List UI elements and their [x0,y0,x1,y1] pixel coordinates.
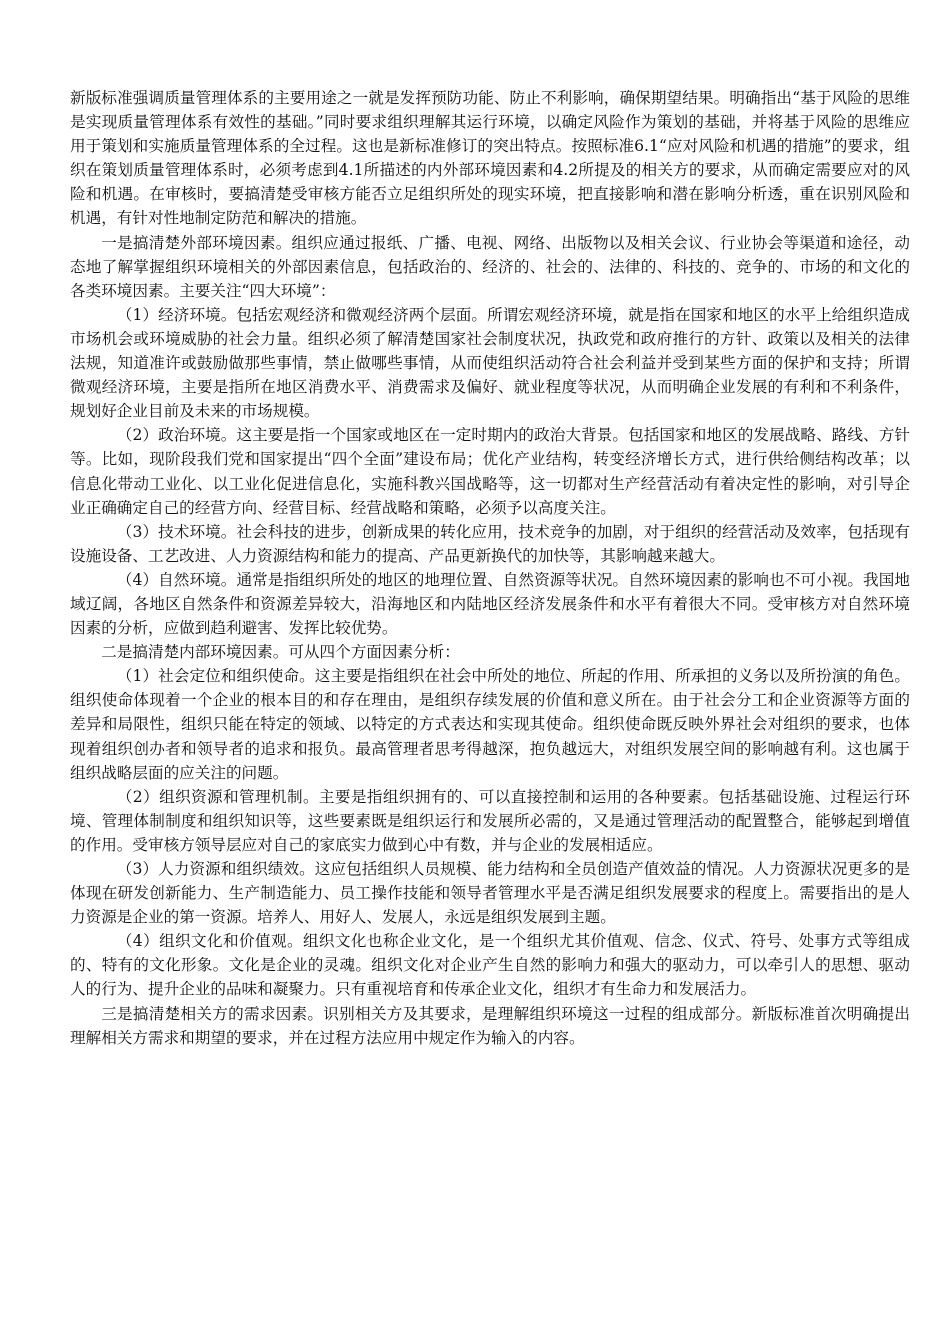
paragraph-internal-factors: 二是搞清楚内部环境因素。可从四个方面因素分析： [101,643,460,662]
paragraph-human-resources: （3）人力资源和组织绩效。这应包括组织人员规模、能力结构和全员创造产值效益的情况。人力资源状况更多的是体现在研发创新能力、生产制造能力、员工操作技能和领导者管理水平是否满足组织发展要求的程度上。需要指出的是人力资源是企业的第一资源。培养人、用好人、发展人，永远是组织发展到主题。 [70,860,910,927]
paragraph-external-factors: 一是搞清楚外部环境因素。组织应通过报纸、广播、电视、网络、出版物以及相关会议、行业协会等渠道和途径，动态地了解掌握组织环境相关的外部因素信息，包括政治的、经济的、社会的、法律的、科技的、竞争的、市场的和文化的各类环境因素。主要关注“四大环境”： [70,233,910,300]
paragraph-economic-environment: （1）经济环境。包括宏观经济和微观经济两个层面。所谓宏观经济环境，就是指在国家和地区的水平上给组织造成市场机会或环境威胁的社会力量。组织必须了解清楚国家社会制度状况，执政党和政府推行的方针、政策以及相关的法律法规，知道准许或鼓励做那些事情，禁止做哪些事情，从而使组织活动符合社会利益并受到某些方面的保护和支持；所谓微观经济环境，主要是指所在地区消费水平、消费需求及偏好、就业程度等状况，从而明确企业发展的有利和不利条件，规划好企业目前及未来的市场规模。 [70,305,910,421]
document-body [70,86,910,1050]
paragraph-social-positioning: （1）社会定位和组织使命。这主要是指组织在社会中所处的地位、所起的作用、所承担的义务以及所扮演的角色。组织使命体现着一个企业的根本目的和存在理由，是组织存续发展的价值和意义所在。由于社会分工和企业资源等方面的差异和局限性，组织只能在特定的领域、以特定的方式表达和实现其使命。组织使命既反映外界社会对组织的要求，也体现着组织创办者和领导者的追求和报负。最高管理者思考得越深，抱负越远大，对组织发展空间的影响越有利。这也属于组织战略层面的应关注的问题。 [70,667,910,782]
paragraph-organizational-culture: （4）组织文化和价值观。组织文化也称企业文化，是一个组织尤其价值观、信念、仪式、符号、处事方式等组成的、特有的文化形象。文化是企业的灵魂。组织文化对企业产生自然的影响力和强大的驱动力，可以牵引人的思想、驱动人的行为、提升企业的品味和凝聚力。只有重视培育和传承企业文化，组织才有生命力和发展活力。 [70,932,910,999]
paragraph-resources-mechanism: （2）组织资源和管理机制。主要是指组织拥有的、可以直接控制和运用的各种要素。包括基础设施、过程运行环境、管理体制制度和组织知识等，这些要素既是组织运行和发展所必需的，又是通过管理活动的配置整合，能够起到增值的作用。受审核方领导层应对自己的家底实力做到心中有数，并与企业的发展相适应。 [70,787,910,854]
paragraph-intro: 新版标准强调质量管理体系的主要用途之一就是发挥预防功能、防止不利影响，确保期望结果。明确指出“基于风险的思维是实现质量管理体系有效性的基础。”同时要求组织理解其运行环境，以确定风险作为策划的基础，并将基于风险的思维应用于策划和实施质量管理体系的全过程。这也是新标准修订的突出特点。按照标准6.1“应对风险和机遇的措施”的要求，组织在策划质量管理体系时，必须考虑到4.1所描述的内外部环境因素和4.2所提及的相关方的要求，从而确定需要应对的风险和机遇。在审核时，要搞清楚受审核方能否立足组织所处的现实环境，把直接影响和潜在影响分析透，重在识别风险和机遇，有针对性地制定防范和解决的措施。 [70,89,910,228]
paragraph-technical-environment: （3）技术环境。社会科技的进步，创新成果的转化应用，技术竞争的加剧，对于组织的经营活动及效率，包括现有设施设备、工艺改进、人力资源结构和能力的提高、产品更新换代的加快等，其影响越来越大。 [70,522,910,565]
paragraph-natural-environment: （4）自然环境。通常是指组织所处的地区的地理位置、自然资源等状况。自然环境因素的影响也不可小视。我国地域辽阔，各地区自然条件和资源差异较大，沿海地区和内陆地区经济发展条件和水平有着很大不同。受审核方对自然环境因素的分析，应做到趋利避害、发挥比较优势。 [70,570,910,638]
paragraph-interested-parties: 三是搞清楚相关方的需求因素。识别相关方及其要求，是理解组织环境这一过程的组成部分。新版标准首次明确提出理解相关方需求和期望的要求，并在过程方法应用中规定作为输入的内容。 [70,1004,910,1047]
paragraph-political-environment: （2）政治环境。这主要是指一个国家或地区在一定时期内的政治大背景。包括国家和地区的发展战略、路线、方针等。比如，现阶段我们党和国家提出“四个全面”建设布局；优化产业结构，转变经济增长方式，进行供给侧结构改革；以信息化带动工业化、以工业化促进信息化，实施科教兴国战略等，这一切都对生产经营活动有着决定性的影响，对引导企业正确确定自己的经营方向、经营目标、经营战略和策略，必须予以高度关注。 [70,426,910,517]
